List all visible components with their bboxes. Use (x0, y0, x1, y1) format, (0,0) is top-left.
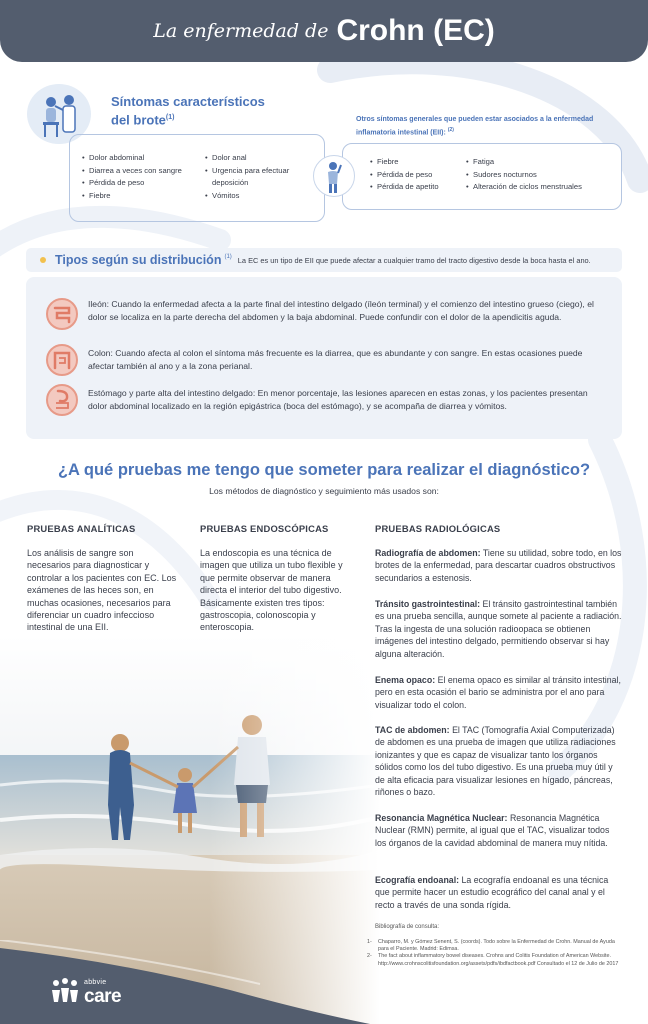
logo-product-text: care (84, 986, 122, 1007)
bibliography-number: 2- (367, 953, 372, 960)
other-symptoms-list-col2 (466, 156, 582, 194)
radiology-desc: La ecografía endoanal es una técnica que permite hacer un estudio ecográfico del canal anal y el recto a través de una sonda rígida. (375, 875, 609, 910)
list-item: • Urgencia para efectuar deposición (205, 165, 323, 190)
abbvie-care-logo (50, 978, 80, 1004)
list-item: • Pérdida de apetito (370, 181, 439, 194)
list-item: • Fiebre (82, 190, 182, 203)
list-item: • Fatiga (466, 156, 582, 169)
radiology-item-tac (375, 724, 623, 798)
radiology-desc: El TAC (Tomografía Axial Computerizada) de abdomen es una prueba de imagen que utiliza radiaciones ionizantes y que es capaz de visualizar tanto los órganos sólidos como los del tubo digestivo. Es una prueba muy útil y de alta eficacia para visualizar lesiones en hígado, páncreas, riñones o bazo. (375, 725, 616, 798)
list-item: • Vómitos (205, 190, 323, 203)
radiology-item-transito (375, 598, 623, 660)
radiology-term: Ecografía endoanal: (375, 875, 460, 885)
symptoms-title-line1: Síntomas característicos (111, 94, 265, 109)
fatigue-person-icon (313, 155, 355, 197)
types-header-bar (26, 248, 622, 272)
radiology-item-radiografia (375, 547, 623, 584)
symptoms-title-line2: del brote (111, 112, 166, 128)
analytic-tests-text: Los análisis de sangre son necesarios para diagnosticar y controlar a los pacientes con EC. Los exámenes de las heces son, en muchas ocasiones, necesarios para diferenciar un cuadro infeccioso intestinal de una EII. (27, 548, 177, 633)
radiology-term: Radiografía de abdomen: (375, 548, 481, 558)
radiology-desc: Resonancia Magnética Nuclear (RMN) permite, al igual que el TAC, visualizar todos los órganos de la cavidad abdominal de manera muy nítida. (375, 813, 610, 848)
radiology-term: Resonancia Magnética Nuclear: (375, 813, 508, 823)
bibliography-number: 1- (367, 939, 372, 945)
radiology-item-ecografia (375, 874, 623, 911)
symptoms-list-col1 (82, 152, 182, 202)
header-script-title: La enfermedad de (153, 20, 329, 42)
bibliography-text: Chaparro, M. y Gómez Senent, S. (coords). Todo sobre la Enfermedad de Crohn. Manual de Ayuda para el Paciente. Madrid: Edimsa. (378, 939, 615, 953)
stomach-intestine-icon (46, 384, 78, 416)
symptoms-list-col2 (205, 152, 323, 202)
page-header (0, 0, 648, 62)
type-ileon-text: Ileón: Cuando la enfermedad afecta a la parte final del intestino delgado (íleón terminal) y el comienzo del intestino grueso (ciego), el dolor se localiza en la parte derecha del abdomen y la baja abdominal. Puede confundir con el dolor de la apendicitis aguda. (88, 299, 594, 322)
bibliography-item (367, 953, 619, 967)
list-item: • Sudores nocturnos (466, 169, 582, 182)
radiology-term: TAC de abdomen: (375, 725, 450, 735)
list-item: • Dolor anal (205, 152, 323, 165)
radiology-item-rmn (375, 812, 623, 849)
radiology-term: Tránsito gastrointestinal: (375, 599, 481, 609)
radiology-term: Enema opaco: (375, 675, 436, 685)
ileum-intestine-icon (46, 298, 78, 330)
radiology-tests-title: PRUEBAS RADIOLÓGICAS (375, 523, 501, 534)
symptoms-title (111, 94, 265, 128)
types-description: La EC es un tipo de EII que puede afectar a cualquier tramo del tracto digestivo desde la boca hasta el ano. (237, 255, 591, 265)
bibliography-text: The fact about inflammatory bowel diseases. Crohns and Colitis Foundation of American Website. http://www.crohnscolitisfoundation.org/assets/pdfs/ibdfactbook.pdf Consultado el 12 de Julio de 2017 (378, 953, 619, 967)
symptoms-title-ref: (1) (165, 114, 175, 121)
list-item: • Alteración de ciclos menstruales (466, 181, 582, 194)
list-item: • Pérdida de peso (370, 169, 439, 182)
diagnosis-question: ¿A qué pruebas me tengo que someter para realizar el diagnóstico? (57, 461, 591, 479)
endoscopic-tests-text: La endoscopia es una técnica de imagen que utiliza un tubo flexible y que permite observar de manera directa el interior del tubo digestivo. Básicamente existen tres tipos: gastroscopia, colonoscopia y enteroscopia. (200, 548, 343, 633)
list-item: • Diarrea a veces con sangre (82, 165, 182, 178)
other-symptoms-ref: (2) (447, 127, 454, 133)
analytic-tests-title: PRUEBAS ANALÍTICAS (27, 523, 136, 534)
other-symptoms-list-col1 (370, 156, 439, 194)
header-main-title: Crohn (EC) (336, 14, 495, 47)
type-colon-text: Colon: Cuando afecta al colon el síntoma más frecuente es la diarrea, que es abundante y con sangre. En estas ocasiones puede afectar también al ano y a la zona perianal. (88, 348, 583, 371)
list-item: • Pérdida de peso (82, 177, 182, 190)
colon-intestine-icon (46, 344, 78, 376)
radiology-desc: El tránsito gastrointestinal también es una prueba sencilla, aunque somete al paciente a radiación. Tras la ingesta de una solución radioopaca se obtienen imágenes del intestino delgado, permitiendo observar si hay alguna alteración. (375, 599, 622, 659)
list-item: • Dolor abdominal (82, 152, 182, 165)
types-title: Tipos según su distribución (55, 253, 222, 267)
type-stomach-text: Estómago y parte alta del intestino delgado: En menor porcentaje, las lesiones aparecen en estas zonas, y los pacientes presentan dolor abdominal localizado en la región epigástrica (boca del estómago), y se acompaña de diarrea y vómitos. (88, 388, 588, 411)
radiology-item-enema (375, 674, 623, 711)
logo-brand-text: abbvie (84, 979, 107, 986)
radiology-desc: El enema opaco es similar al tránsito intestinal, pero en esta ocasión el bario se administra por el ano para visualizar todo el colon. (375, 675, 621, 710)
list-item: • Fiebre (370, 156, 439, 169)
diagnosis-subtitle: Los métodos de diagnóstico y seguimiento más usados son: (209, 486, 439, 496)
other-symptoms-title (356, 115, 626, 138)
bibliography-list (367, 939, 619, 968)
other-symptoms-title-text: Otros síntomas generales que pueden estar asociados a la enfermedad inflamatoria intestinal (EII): (356, 116, 594, 137)
endoscopic-tests-title: PRUEBAS ENDOSCÓPICAS (200, 523, 329, 534)
types-title-ref: (1) (224, 254, 232, 260)
bullet-dot-icon (40, 257, 46, 263)
people-logo-icon (50, 978, 80, 1004)
radiology-desc: Tiene su utilidad, sobre todo, en los brotes de la enfermedad, para descartar cuadros obstructivos secundarios a estenosis. (375, 548, 622, 583)
bibliography-item (367, 939, 619, 953)
bibliography-title: Bibliografía de consulta: (375, 924, 440, 930)
